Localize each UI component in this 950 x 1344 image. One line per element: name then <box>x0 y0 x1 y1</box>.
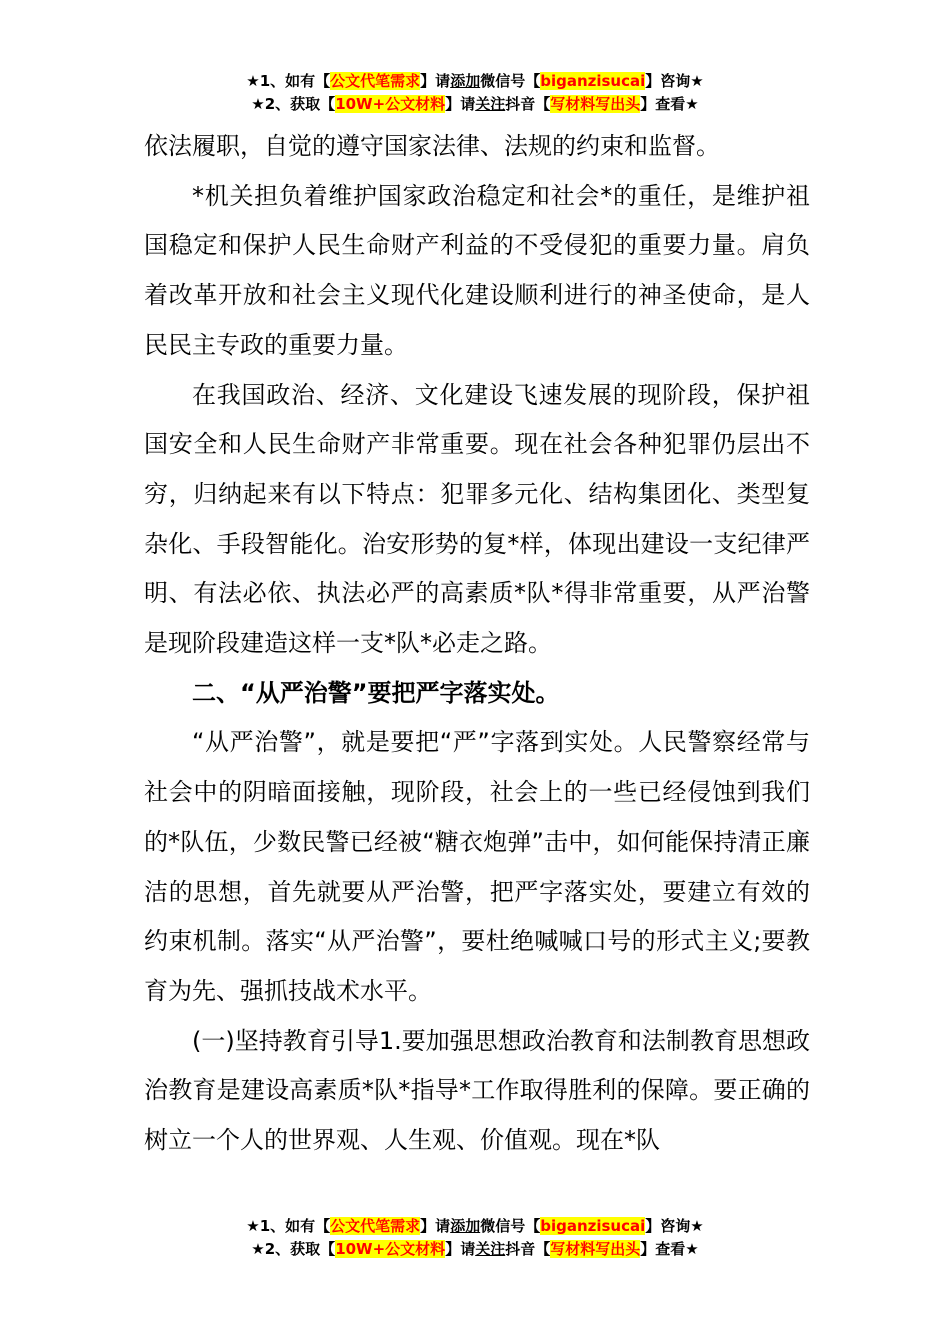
paragraph: (一)坚持教育引导1.要加强思想政治教育和法制教育思想政治教育是建设高素质*队*指导*工作取得胜利的保障。要正确的树立一个人的世界观、人生观、价值观。现在*队 <box>144 1026 810 1155</box>
promo-text: 】请 <box>420 72 451 90</box>
highlight-wechat-id: biganzisucai <box>540 1217 646 1235</box>
star-icon: ★ <box>246 1217 260 1235</box>
paragraph: *机关担负着维护国家政治稳定和社会*的重任，是维护祖国稳定和保护人民生命财产利益的不受侵犯的重要力量。肩负着改革开放和社会主义现代化建设顺利进行的神圣使命，是人民民主专政的重要力量。 <box>144 181 810 359</box>
star-icon: ★ <box>251 95 265 113</box>
section-heading: 二、“从严治警”要把严字落实处。 <box>192 678 560 707</box>
promo-text: 】请 <box>420 1217 451 1235</box>
promo-text: 】咨询★ <box>645 72 704 90</box>
paragraph: 在我国政治、经济、文化建设飞速发展的现阶段，保护祖国安全和人民生命财产非常重要。现在社会各种犯罪仍层出不穷，归纳起来有以下特点：犯罪多元化、结构集团化、类型复杂化、手段智能化。治安形势的复*样，体现出建设一支纪律严明、有法必依、执法必严的高素质*队*得非常重要，从严治警是现阶段建造这样一支*队*必走之路。 <box>144 380 810 658</box>
highlight-materials: 10W+公文材料 <box>335 1240 446 1258</box>
promo-text: 1、如有【 <box>259 72 331 90</box>
promo-text: 1、如有【 <box>259 1217 331 1235</box>
promo-banner-top <box>0 70 950 116</box>
promo-text: 】请 <box>445 1240 476 1258</box>
promo-line-1 <box>0 1215 950 1238</box>
promo-banner-bottom <box>0 1215 950 1261</box>
promo-text: 抖音【 <box>505 95 551 113</box>
paragraph: “从严治警”，就是要把“严”字落到实处。人民警察经常与社会中的阴暗面接触，现阶段，社会上的一些已经侵蚀到我们的*队伍，少数民警已经被“糖衣炮弹”击中，如何能保持清正廉洁的思想，首先就要从严治警，把严字落实处，要建立有效的约束机制。落实“从严治警”，要杜绝喊喊口号的形式主义;要教育为先、强抓技战术水平。 <box>144 728 810 1005</box>
underlined-word: 添加 <box>450 72 481 90</box>
promo-text: 微信号【 <box>480 72 541 90</box>
promo-line-2 <box>0 1238 950 1261</box>
promo-text: 】咨询★ <box>645 1217 704 1235</box>
promo-text: 2、获取【 <box>264 95 336 113</box>
highlight-service: 公文代笔需求 <box>330 72 421 90</box>
underlined-word: 添加 <box>450 1217 481 1235</box>
document-body <box>144 122 810 1166</box>
highlight-douyin: 写材料写出头 <box>550 1240 641 1258</box>
promo-text: 】请 <box>445 95 476 113</box>
promo-line-2 <box>0 93 950 116</box>
highlight-douyin: 写材料写出头 <box>550 95 641 113</box>
highlight-service: 公文代笔需求 <box>330 1217 421 1235</box>
paragraph: 依法履职，自觉的遵守国家法律、法规的约束和监督。 <box>144 132 720 160</box>
underlined-word: 关注 <box>475 1240 506 1258</box>
promo-text: 2、获取【 <box>264 1240 336 1258</box>
promo-text: 微信号【 <box>480 1217 541 1235</box>
highlight-materials: 10W+公文材料 <box>335 95 446 113</box>
promo-text: 】查看★ <box>640 95 699 113</box>
promo-text: 】查看★ <box>640 1240 699 1258</box>
promo-text: 抖音【 <box>505 1240 551 1258</box>
underlined-word: 关注 <box>475 95 506 113</box>
star-icon: ★ <box>251 1240 265 1258</box>
promo-line-1 <box>0 70 950 93</box>
star-icon: ★ <box>246 72 260 90</box>
highlight-wechat-id: biganzisucai <box>540 72 646 90</box>
